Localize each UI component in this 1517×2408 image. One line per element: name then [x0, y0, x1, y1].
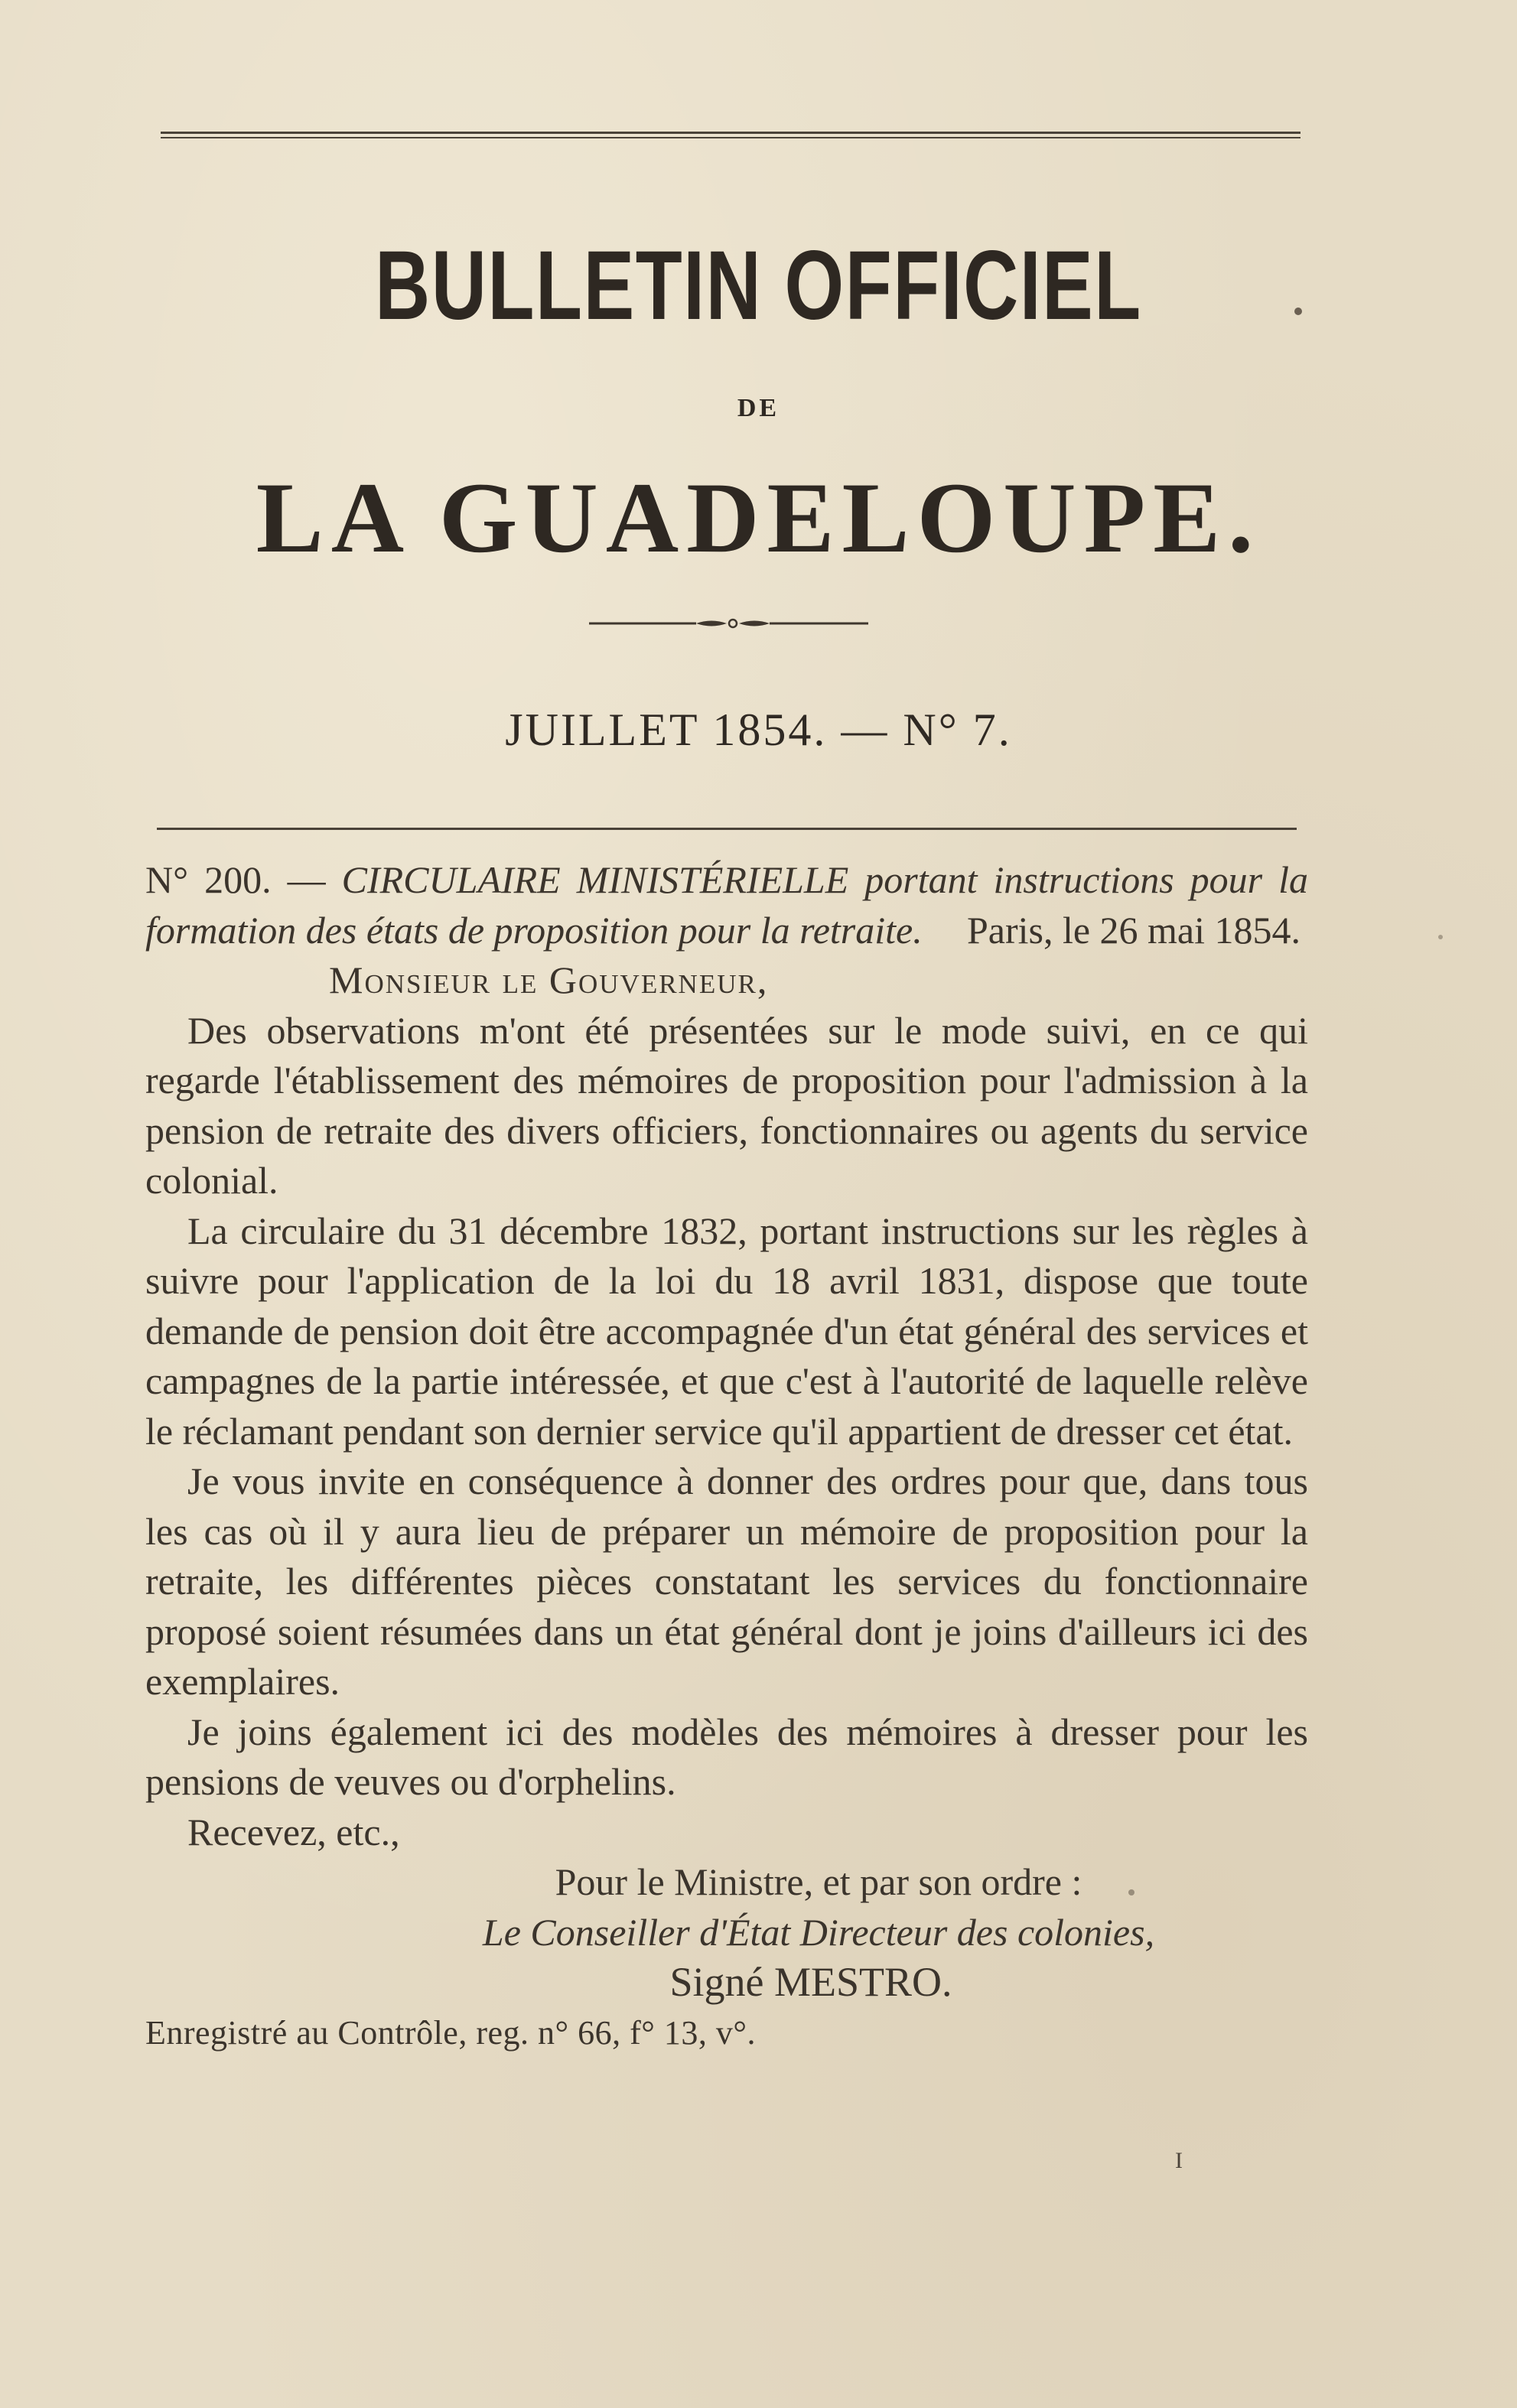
section-rule: [157, 828, 1297, 830]
paper-speck: [1128, 1889, 1134, 1895]
bulletin-title: BULLETIN OFFICIEL: [375, 231, 1142, 340]
paper-speck: [1294, 308, 1302, 315]
article-title: CIRCULAIRE MINISTÉRIELLE portant instructions pour la formation des états de proposition pour la retraite.: [145, 858, 1309, 952]
article-number: N° 200. —: [145, 858, 326, 901]
signature-name: Signé MESTRO.: [669, 1959, 952, 2005]
paragraph: Je joins également ici des modèles des mémoires à dresser pour les pensions de veuves ou d'orphelins.: [145, 1710, 1308, 1803]
paragraph: Je vous invite en conséquence à donner des ordres pour que, dans tous les cas où il y aura lieu de préparer un mémoire de proposition pour la retraite, les différentes pièces constatant les services du fonctionnaire proposé soient résumées dans un état général dont je joins d'ailleurs ici des exemplaires.: [145, 1459, 1308, 1703]
top-double-rule: [161, 132, 1301, 141]
paragraph: Des observations m'ont été présentées sur le mode suivi, en ce qui regarde l'établissement des mémoires de proposition pour l'admission à la pension de retraite des divers officiers, fonctionnaires ou agents du service colonial.: [145, 1008, 1308, 1202]
paper-speck: [1438, 935, 1443, 939]
article-body: [145, 855, 1308, 2058]
sheet-signature-mark: I: [1175, 2148, 1183, 2173]
paragraph: La circulaire du 31 décembre 1832, portant instructions sur les règles à suivre pour l'application de la loi du 18 avril 1831, dispose que toute demande de pension doit être accompagnée d'un état général des services et campagnes de la partie intéressée, et que c'est à l'autorité de laquelle relève le réclamant pendant son dernier service qu'il appartient de dresser cet état.: [145, 1209, 1308, 1453]
closing-formula: Recevez, etc.,: [187, 1810, 400, 1853]
article-heading: [145, 855, 1308, 955]
salutation: Monsieur le Gouverneur,: [329, 958, 769, 1001]
top-rule-line: [161, 132, 1301, 134]
issue-date-number: JUILLET 1854. — N° 7.: [505, 705, 1012, 755]
ornament-divider-icon: [589, 618, 868, 629]
registration-note: Enregistré au Contrôle, reg. n° 66, f° 13, v°.: [145, 2013, 756, 2052]
signature-line: Pour le Ministre, et par son ordre :: [555, 1860, 1082, 1903]
place-date: Paris, le 26 mai 1854.: [966, 908, 1301, 952]
title-connector: DE: [737, 394, 780, 422]
top-rule-line: [161, 137, 1301, 138]
signature-title: Le Conseiller d'État Directeur des colonies,: [482, 1910, 1155, 1954]
colony-title: LA GUADELOUPE.: [256, 461, 1261, 574]
